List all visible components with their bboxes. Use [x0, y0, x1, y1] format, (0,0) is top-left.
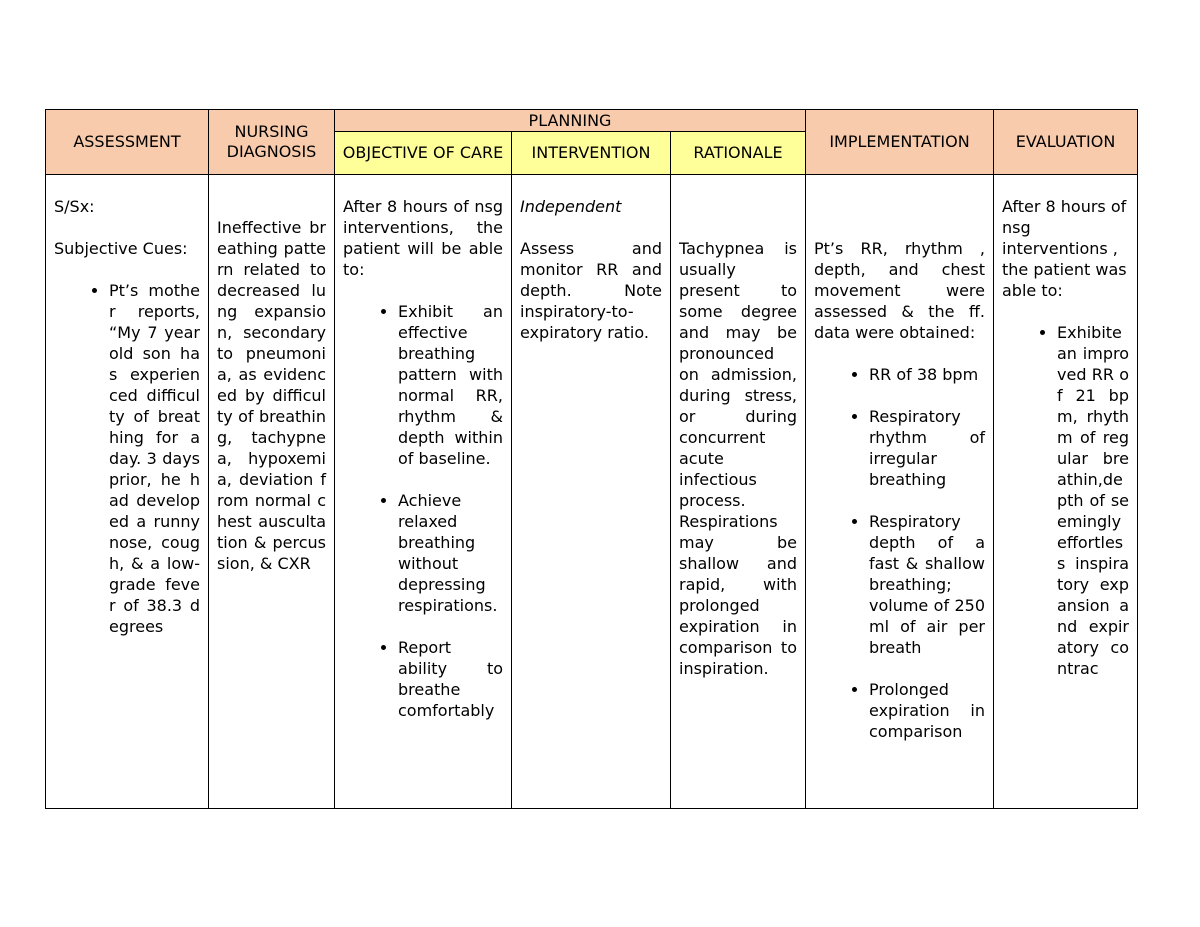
implementation-list	[814, 364, 985, 742]
assessment-content	[46, 175, 208, 808]
header-assessment-label: ASSESSMENT	[73, 132, 181, 151]
intervention-heading: Independent	[520, 197, 622, 216]
header-nursing-diagnosis	[209, 110, 335, 175]
objective-intro: After 8 hours of nsg interventions, the patient will be able to:	[343, 197, 503, 279]
diagnosis-content	[209, 175, 334, 808]
objective-item: • Report ability to breathe comfortably	[398, 637, 503, 721]
objective-item: • Exhibit an effective breathing pattern with normal RR, rhythm & depth within of baseline.	[398, 301, 503, 469]
objective-list	[343, 301, 503, 721]
evaluation-cell	[994, 175, 1138, 809]
evaluation-item: • Exhibite an improved RR of 21 bpm, rhythm of regular breathin,depth of seemingly effortless inspiratory expansion and expiratory contrac	[1057, 322, 1129, 679]
implementation-content	[806, 175, 993, 808]
nursing-care-plan-table	[45, 109, 1138, 809]
header-implementation	[806, 110, 994, 175]
header-implementation-label: IMPLEMENTATION	[829, 132, 970, 151]
implementation-intro: Pt’s RR, rhythm , depth, and chest movement were assessed & the ff. data were obtained:	[814, 239, 985, 342]
header-evaluation-label: EVALUATION	[1015, 132, 1116, 151]
assessment-cues-list	[54, 280, 200, 637]
assessment-cue-item: • Pt’s mother reports, “My 7 year old son has experienced difficulty of breathing for a day. 3 days prior, he had developed a runny nose, cough, & a low-grade fever of 38.3 degrees	[109, 280, 200, 637]
header-planning	[335, 110, 806, 132]
objective-cell	[335, 175, 512, 809]
intervention-text: Assess and monitor RR and depth. Note inspiratory-to-expiratory ratio.	[520, 239, 662, 342]
implementation-item: • RR of 38 bpm	[869, 364, 985, 385]
rationale-content	[671, 175, 805, 808]
objective-content	[335, 175, 511, 808]
intervention-cell	[512, 175, 671, 809]
header-objective-label: OBJECTIVE OF CARE	[342, 143, 504, 162]
assessment-subtitle: Subjective Cues:	[54, 239, 188, 258]
implementation-item: • Respiratory depth of a fast & shallow breathing; volume of 250 ml of air per breath	[869, 511, 985, 658]
header-planning-label: PLANNING	[528, 110, 612, 130]
header-evaluation	[994, 110, 1138, 175]
header-nursing-diagnosis-label: NURSING DIAGNOSIS	[226, 122, 317, 161]
implementation-item: • Respiratory rhythm of irregular breathing	[869, 406, 985, 490]
header-intervention-label: INTERVENTION	[531, 143, 651, 162]
evaluation-list	[1002, 322, 1129, 679]
header-rationale	[671, 132, 806, 175]
assessment-cell	[46, 175, 209, 809]
diagnosis-text: Ineffective breathing pattern related to decreased lung expansion, secondary to pneumonia, as evidenced by difficulty of breathing, tachypnea, hypoxemia, deviation from normal chest auscultation & percussion, & CXR	[217, 218, 326, 573]
header-intervention	[512, 132, 671, 175]
rationale-cell	[671, 175, 806, 809]
implementation-cell	[806, 175, 994, 809]
evaluation-content	[994, 175, 1137, 808]
objective-item: • Achieve relaxed breathing without depressing respirations.	[398, 490, 503, 616]
header-assessment	[46, 110, 209, 175]
header-objective-of-care	[335, 132, 512, 175]
implementation-item: • Prolonged expiration in comparison	[869, 679, 985, 742]
rationale-text: Tachypnea is usually present to some degree and may be pronounced on admission, during stress, or during concurrent acute infectious process. Respirations may be shallow and rapid, with prolonged expiration in comparison to inspiration.	[679, 239, 797, 678]
header-rationale-label: RATIONALE	[693, 143, 783, 162]
evaluation-intro: After 8 hours of nsg interventions , the patient was able to:	[1002, 197, 1127, 300]
assessment-title: S/Sx:	[54, 197, 95, 216]
intervention-content	[512, 175, 670, 808]
diagnosis-cell	[209, 175, 335, 809]
